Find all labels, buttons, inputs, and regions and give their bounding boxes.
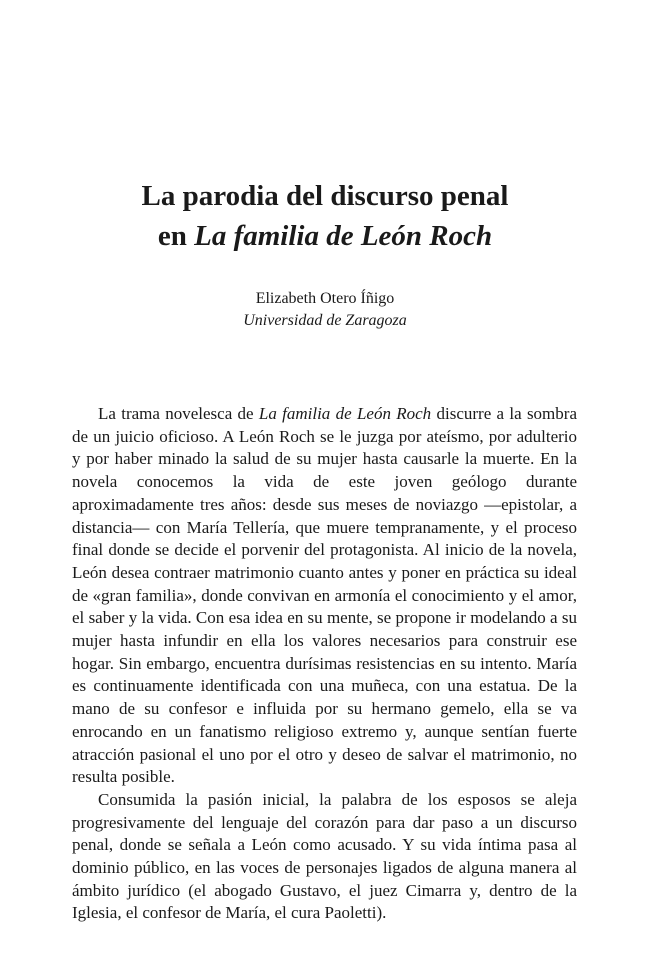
p1-lead: La trama novelesca de — [98, 404, 259, 423]
author-name: Elizabeth Otero Íñigo — [255, 290, 395, 307]
article-body — [72, 403, 577, 925]
author-affiliation: Universidad de Zaragoza — [243, 312, 407, 329]
paragraph-1 — [72, 403, 577, 789]
article-title-line-2 — [60, 216, 590, 256]
title-novel-name: La familia de León Roch — [194, 220, 493, 252]
p1-rest: discurre a la sombra de un juicio oficioso. A León Roch se le juzga por ateísmo, por adulterio y por haber minado la salud de su mujer hasta causarle la muerte. En la novela conocemos la vida de este joven geólogo durante aproximadamente tres años: desde sus meses de noviazgo —epistolar, a distancia— con María Tellería, que muere tempranamente, y el proceso final donde se decide el porvenir del protagonista. Al inicio de la novela, León desea contraer matrimonio cuanto antes y poner en práctica su ideal de «gran familia», donde convivan en armonía el conocimiento y el amor, el saber y la vida. Con esa idea en su mente, se propone ir modelando a su mujer hasta infundir en ella los valores necesarios para construir ese hogar. Sin embargo, encuentra durísimas resistencias en su intento. María es continuamente identificada con una muñeca, con una estatua. De la mano de su confesor e influida por su hermano gemelo, ella se va enrocando en un fanatismo religioso extremo y, aunque sentían fuerte atracción pasional el uno por el otro y deseo de salvar el matrimonio, no resulta posible. — [72, 404, 577, 787]
paragraph-2: Consumida la pasión inicial, la palabra de los esposos se aleja progresivamente del lenguaje del corazón para dar paso a un discurso penal, donde se señala a León como acusado. Y su vida íntima pasa al dominio público, en las voces de personajes ligados de alguna manera al ámbito jurídico (el abogado Gustavo, el juez Cimarra y, dentro de la Iglesia, el confesor de María, el cura Paoletti). — [72, 789, 577, 923]
p1-novel-title: La familia de León Roch — [258, 404, 432, 423]
title-prefix: en — [157, 220, 195, 252]
title-text-1: La parodia del discurso penal — [141, 180, 509, 212]
article-title-line-1 — [60, 176, 590, 216]
